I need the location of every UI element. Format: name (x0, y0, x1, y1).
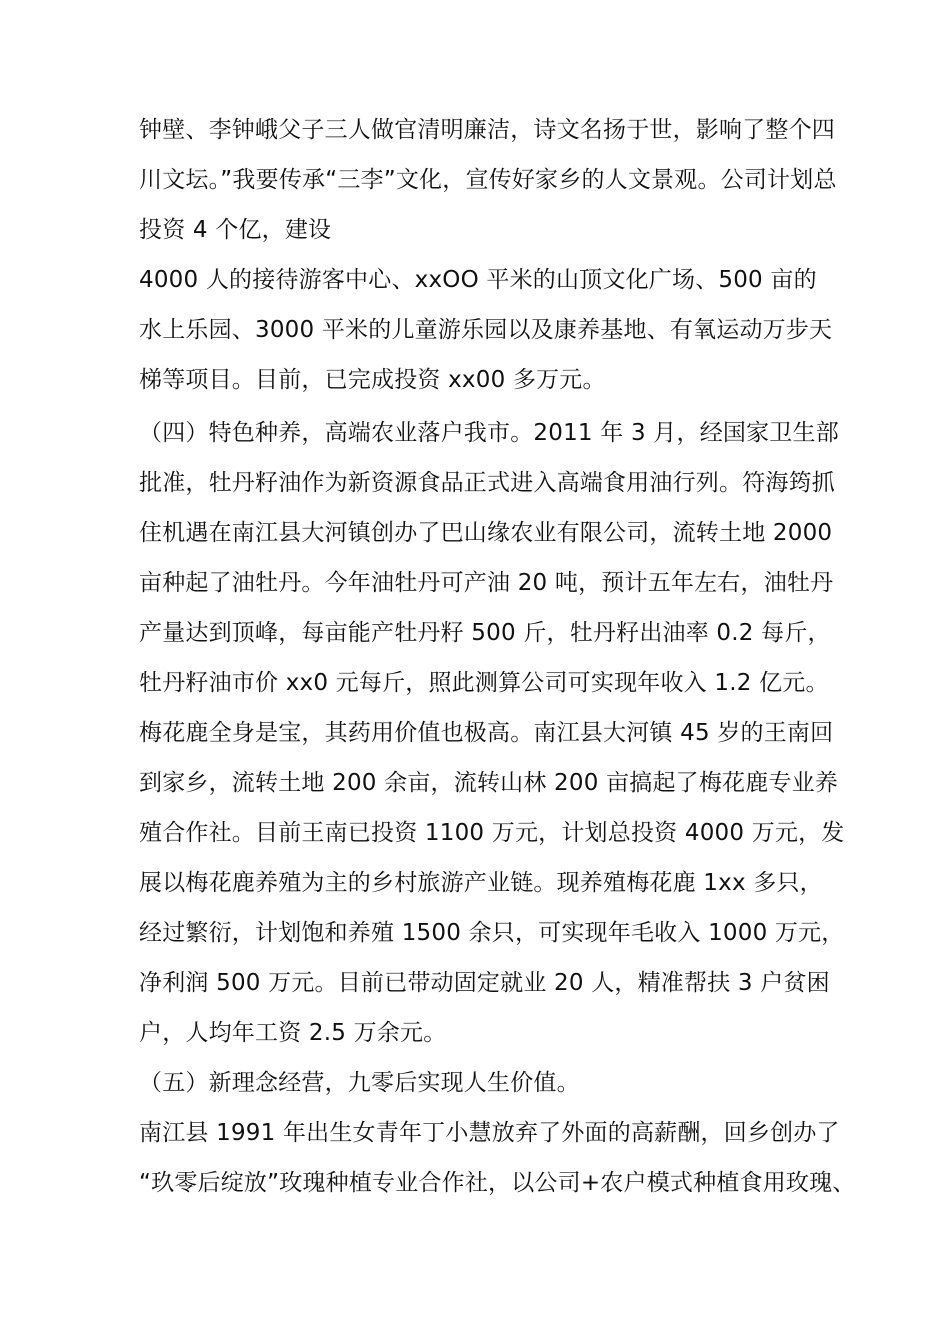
text-line: 展以梅花鹿养殖为主的乡村旅游产业链。现养殖梅花鹿 1xx 多只， (139, 870, 823, 896)
text-line: 殖合作社。目前王南已投资 1100 万元，计划总投资 4000 万元，发 (139, 820, 845, 846)
text-line: 净利润 500 万元。目前已带动固定就业 20 人，精准帮扶 3 户贫困 (139, 970, 830, 996)
text-line: 南江县 1991 年出生女青年丁小慧放弃了外面的高薪酬，回乡创办了 (139, 1120, 840, 1146)
section-heading-line: （四）特色种养，高端农业落户我市。2011 年 3 月，经国家卫生部 (139, 420, 839, 446)
text-line: 4000 人的接待游客中心、xxOO 平米的山顶文化广场、500 亩的 (139, 267, 817, 293)
text-line: “玖零后绽放”玫瑰种植专业合作社，以公司+农户模式种植食用玫瑰、 (139, 1170, 856, 1196)
text-line: 梯等项目。目前，已完成投资 xx00 多万元。 (139, 367, 606, 393)
text-line: 批准，牡丹籽油作为新资源食品正式进入高端食用油行列。符海筠抓 (139, 470, 835, 496)
text-line: 产量达到顶峰，每亩能产牡丹籽 500 斤，牡丹籽出油率 0.2 每斤， (139, 620, 831, 646)
text-line: 梅花鹿全身是宝，其药用价值也极高。南江县大河镇 45 岁的王南回 (139, 720, 834, 746)
text-line: 钟壁、李钟峨父子三人做官清明廉洁，诗文名扬于世，影响了整个四 (139, 117, 835, 143)
text-line: 经过繁衍，计划饱和养殖 1500 余只，可实现年毛收入 1000 万元， (139, 920, 845, 946)
section-heading-line: （五）新理念经营，九零后实现人生价值。 (139, 1070, 580, 1096)
text-line: 川文坛。”我要传承“三李”文化，宣传好家乡的人文景观。公司计划总 (139, 167, 837, 193)
text-line: 投资 4 个亿，建设 (139, 217, 332, 243)
text-line: 水上乐园、3000 平米的儿童游乐园以及康养基地、有氧运动万步天 (139, 317, 833, 343)
text-line: 住机遇在南江县大河镇创办了巴山缘农业有限公司，流转土地 2000 (139, 520, 833, 546)
text-line: 牡丹籽油市价 xx0 元每斤，照此测算公司可实现年收入 1.2 亿元。 (139, 670, 829, 696)
text-line: 到家乡，流转土地 200 余亩，流转山林 200 亩搞起了梅花鹿专业养 (139, 770, 839, 796)
text-line: 户，人均年工资 2.5 万余元。 (139, 1020, 447, 1046)
text-line: 亩种起了油牡丹。今年油牡丹可产油 20 吨，预计五年左右，油牡丹 (139, 570, 834, 596)
